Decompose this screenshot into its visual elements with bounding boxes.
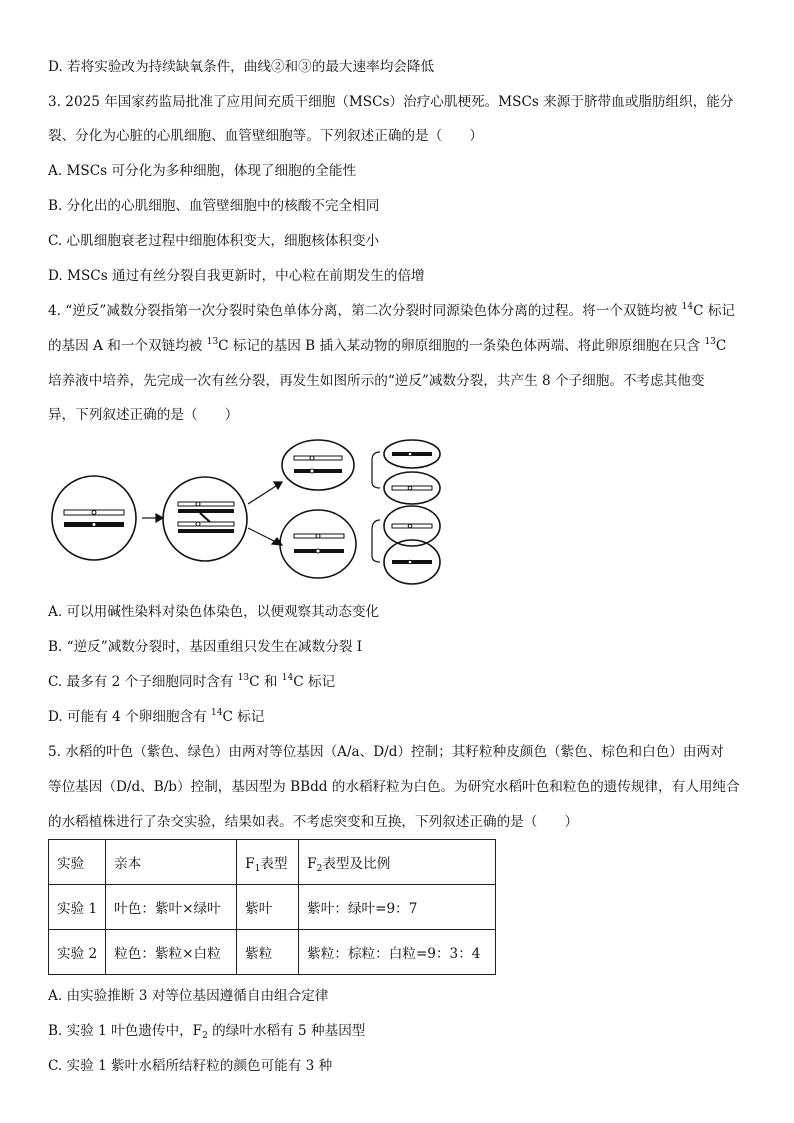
- table-row: [49, 885, 496, 930]
- experiment-table: [48, 839, 496, 975]
- q5-option-b: B. 实验 1 叶色遗传中，$F_2$ 的绿叶水稻有 5 种基因型: [48, 1023, 366, 1041]
- q3-option-b: B. 分化出的心肌细胞、血管壁细胞中的核酸不完全相同: [48, 198, 380, 214]
- q4-option-a: A. 可以用碱性染料对染色体染色，以便观察其动态变化: [48, 604, 380, 620]
- cell-f2: 紫叶：绿叶=9：7: [299, 885, 496, 930]
- q4-option-d: D. 可能有 4 个卵细胞含有 $^{14}$C 标记: [48, 708, 265, 725]
- chromosome-tetrad: [178, 502, 234, 533]
- cell-primary: [163, 477, 247, 561]
- cell-f1: 紫粒: [237, 930, 299, 975]
- reverse-meiosis-diagram: [50, 438, 450, 588]
- table-row: [49, 930, 496, 975]
- chromosome-pair-oogonium: [64, 510, 124, 527]
- cell-secondary-bottom: [280, 510, 356, 578]
- cell-oogonium: [52, 476, 136, 560]
- cell-experiment: 实验 2: [49, 930, 106, 975]
- cell-secondary-top: [282, 440, 354, 490]
- q4-stem-line-4: 异，下列叙述正确的是（ ）: [48, 407, 239, 423]
- cell-f2: 紫粒：棕粒：白粒=9：3：4: [299, 930, 496, 975]
- header-parents: 亲本: [106, 840, 237, 885]
- q4-stem-line-1: 4. “逆反”减数分裂指第一次分裂时染色单体分离，第二次分裂时同源染色体分离的过程。将一个双链均被 $^{14}$C 标记: [48, 302, 736, 319]
- q4-option-b: B. “逆反”减数分裂时，基因重组只发生在减数分裂 I: [48, 639, 363, 655]
- header-experiment: 实验: [49, 840, 106, 885]
- q3-option-a: A. MSCs 可分化为多种细胞，体现了细胞的全能性: [48, 163, 357, 179]
- q4-stem-line-3: 培养液中培养，先完成一次有丝分裂，再发生如图所示的“逆反”减数分裂，共产生 8 个子细胞。不考虑其他变: [48, 373, 705, 389]
- cell-f1: 紫叶: [237, 885, 299, 930]
- header-f2: $F_2$表型及比例: [299, 840, 496, 885]
- q5-stem-line-1: 5. 水稻的叶色（紫色、绿色）由两对等位基因（A/a、D/d）控制；其籽粒种皮颜色（紫色、棕色和白色）由两对: [48, 744, 724, 760]
- chromosomes-secondary-bottom: [294, 534, 344, 553]
- q5-option-c: C. 实验 1 紫叶水稻所结籽粒的颜色可能有 3 种: [48, 1058, 333, 1074]
- q4-option-c: C. 最多有 2 个子细胞同时含有 $^{13}$C 和 $^{14}$C 标记: [48, 673, 336, 690]
- q3-option-c: C. 心肌细胞衰老过程中细胞体积变大，细胞核体积变小: [48, 233, 380, 249]
- cell-parents: 叶色：紫叶×绿叶: [106, 885, 237, 930]
- q2-option-d: D. 若将实验改为持续缺氧条件，曲线②和③的最大速率均会降低: [48, 59, 435, 75]
- q5-option-a: A. 由实验推断 3 对等位基因遵循自由组合定律: [48, 988, 329, 1004]
- q5-stem-line-3: 的水稻植株进行了杂交实验，结果如表。不考虑突变和互换，下列叙述正确的是（ ）: [48, 814, 579, 830]
- cell-experiment: 实验 1: [49, 885, 106, 930]
- cell-parents: 粒色：紫粒×白粒: [106, 930, 237, 975]
- chromosomes-secondary-top: [294, 456, 342, 473]
- q5-stem-line-2: 等位基因（D/d、B/b）控制，基因型为 BBdd 的水稻籽粒为白色。为研究水稻叶色和粒色的遗传规律，有人用纯合: [48, 779, 740, 795]
- q3-stem-line-2: 裂、分化为心脏的心肌细胞、血管壁细胞等。下列叙述正确的是（ ）: [48, 128, 483, 144]
- q3-option-d: D. MSCs 通过有丝分裂自我更新时，中心粒在前期发生的倍增: [48, 268, 425, 284]
- q4-stem-line-2: 的基因 A 和一个双链均被 $^{13}$C 标记的基因 B 插入某动物的卵原细胞的一条染色体两端、将此卵原细胞在只含 $^{13}$C: [48, 337, 727, 354]
- header-f1: $F_1$表型: [237, 840, 299, 885]
- table-header-row: [49, 840, 496, 885]
- q3-stem-line-1: 3. 2025 年国家药监局批准了应用间充质干细胞（MSCs）治疗心肌梗死。MSCs 来源于脐带血或脂肪组织，能分: [48, 94, 734, 110]
